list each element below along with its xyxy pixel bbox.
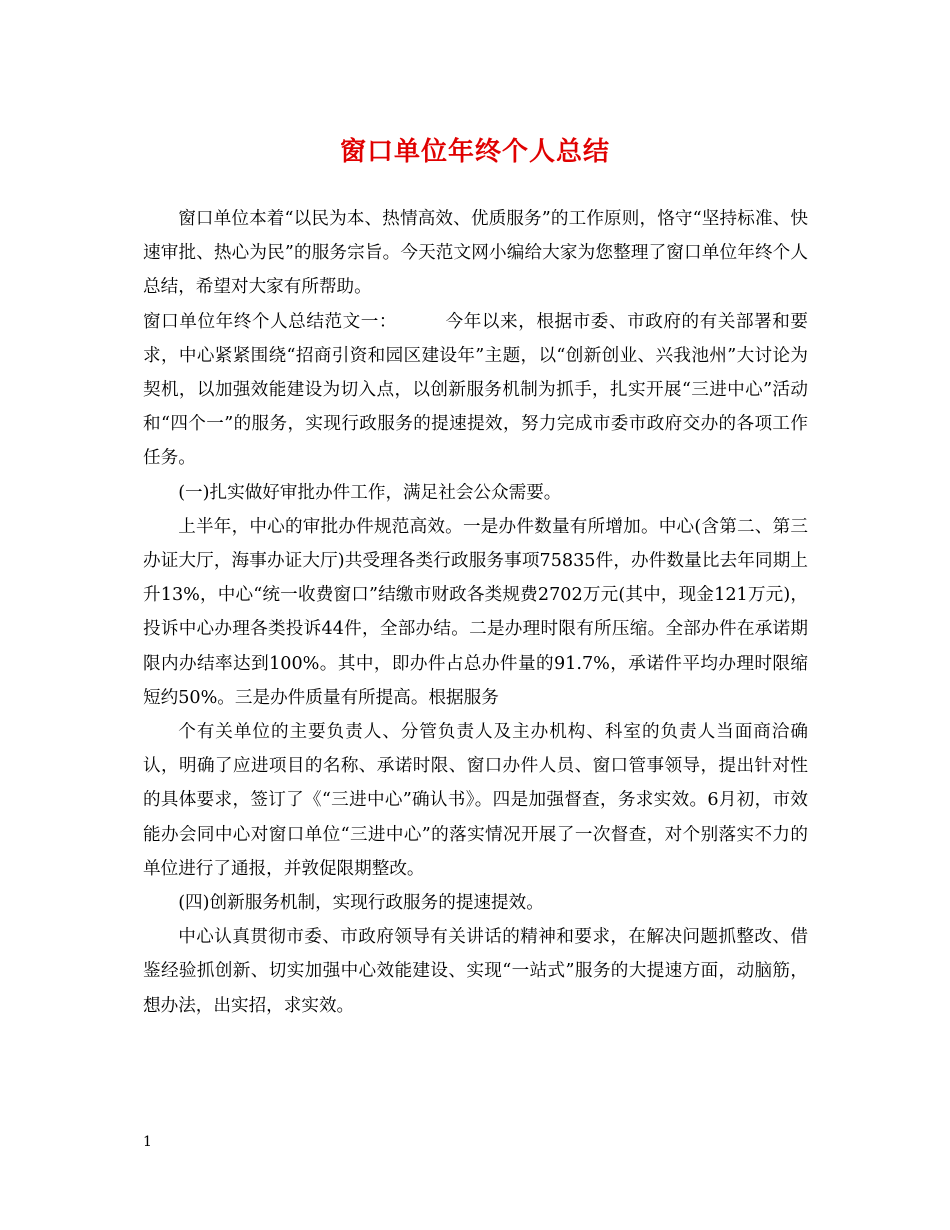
section-heading-1: (一)扎实做好审批办件工作，满足社会公众需要。 xyxy=(178,482,562,503)
body-paragraph-3: 中心认真贯彻市委、市政府领导有关讲话的精神和要求，在解决问题抓整改、借鉴经验抓创新、切实加强中心效能建设、实现“一站式”服务的大提速方面，动脑筋，想办法，出实招，求实效。 xyxy=(143,927,808,1016)
sample-paragraph xyxy=(143,305,808,476)
document-title: 窗口单位年终个人总结 xyxy=(339,137,610,167)
document-body xyxy=(143,202,808,1023)
section-heading-4: (四)创新服务机制，实现行政服务的提速提效。 xyxy=(178,893,544,914)
page-number: 1 xyxy=(143,1134,152,1150)
sample-text: 今年以来，根据市委、市政府的有关部署和要求，中心紧紧围绕“招商引资和园区建设年”主题，以“创新创业、兴我池州”大讨论为契机，以加强效能建设为切入点，以创新服务机制为抓手，扎实开展“三进中心”活动和“四个一”的服务，实现行政服务的提速提效，努力完成市委市政府交办的各项工作任务。 xyxy=(143,311,808,469)
intro-paragraph: 窗口单位本着“以民为本、热情高效、优质服务”的工作原则，恪守“坚持标准、快速审批、热心为民”的服务宗旨。今天范文网小编给大家为您整理了窗口单位年终个人总结，希望对大家有所帮助。 xyxy=(143,209,808,298)
body-paragraph-2: 个有关单位的主要负责人、分管负责人及主办机构、科室的负责人当面商洽确认，明确了应进项目的名称、承诺时限、窗口办件人员、窗口管事领导，提出针对性的具体要求，签订了《“三进中心”确认书》。四是加强督查，务求实效。6月初，市效能办会同中心对窗口单位“三进中心”的落实情况开展了一次督查，对个别落实不力的单位进行了通报，并敦促限期整改。 xyxy=(143,722,808,879)
sample-label: 窗口单位年终个人总结范文一： xyxy=(143,311,398,332)
body-paragraph-1: 上半年，中心的审批办件规范高效。一是办件数量有所增加。中心(含第二、第三办证大厅，海事办证大厅)共受理各类行政服务事项75835件，办件数量比去年同期上升13%，中心“统一收费窗口”结缴市财政各类规费2702万元(其中，现金121万元)，投诉中心办理各类投诉44件，全部办结。二是办理时限有所压缩。全部办件在承诺期限内办结率达到100%。其中，即办件占总办件量的91.7%，承诺件平均办理时限缩短约50%。三是办件质量有所提高。根据服务 xyxy=(143,516,808,708)
